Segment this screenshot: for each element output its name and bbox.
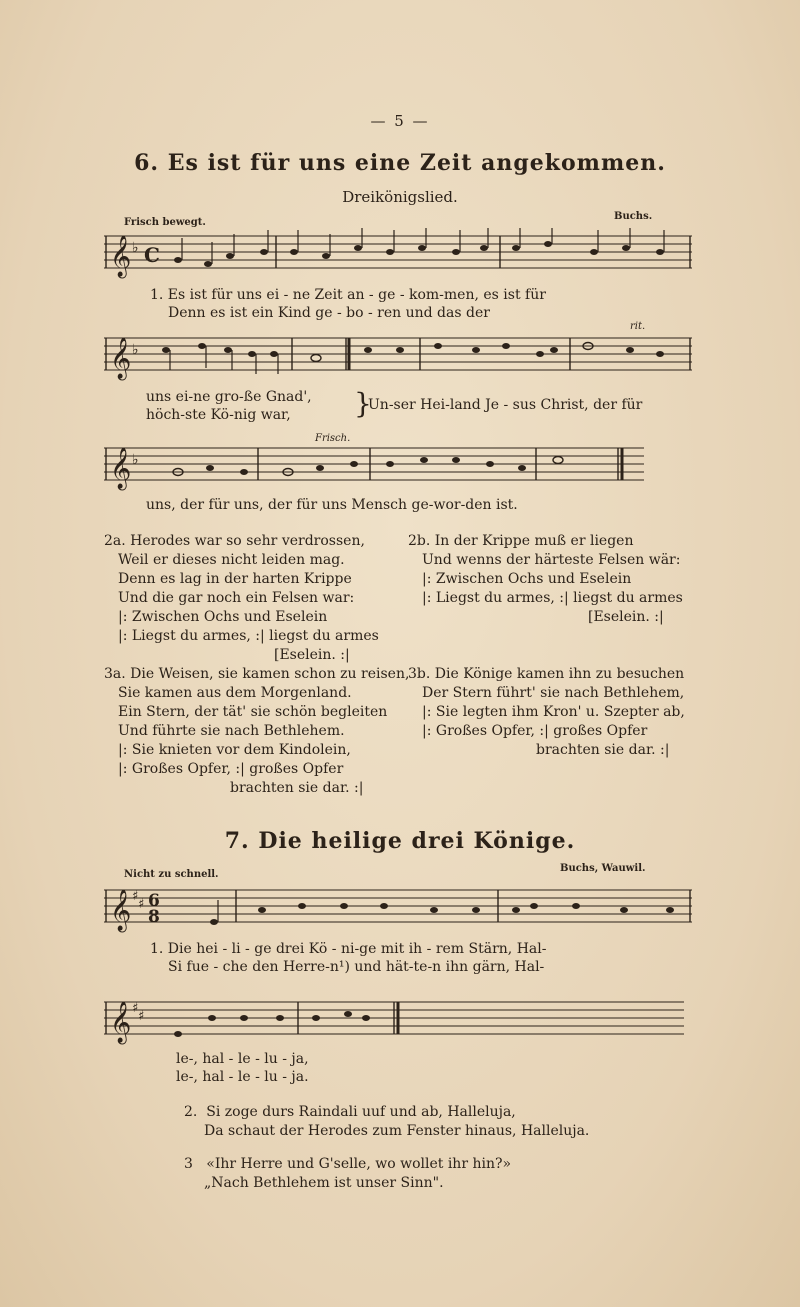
song6-source: Buchs. (614, 211, 653, 222)
song6-lyrics-line1b: Denn es ist ein Kind ge - bo - ren und das der (168, 305, 490, 321)
treble-clef-icon: 𝄞 (110, 890, 132, 931)
svg-text:♭: ♭ (132, 452, 139, 468)
song6-lyrics-line2a: uns ei-ne gro-ße Gnad', (146, 389, 312, 405)
svg-text:♭: ♭ (132, 342, 139, 358)
song7-verse-3: 3 «Ihr Herre und G'selle, wo wollet ihr hin?» „Nach Bethlehem ist unser Sinn". (184, 1156, 512, 1191)
song6-marking-rit: rit. (630, 321, 646, 332)
song6-title: 6. Es ist für uns eine Zeit angekommen. (134, 150, 666, 176)
song7-staff-2 (104, 994, 684, 1050)
svg-text:♯: ♯ (138, 1009, 145, 1024)
song6-lyrics-line2c: Un-ser Hei-land Je - sus Christ, der für (368, 397, 643, 413)
page-number: — 5 — (370, 112, 430, 130)
song6-marking-frisch: Frisch. (315, 433, 351, 444)
song6-subtitle: Dreikönigslied. (342, 188, 458, 206)
song6-verse-3a: 3a. Die Weisen, sie kamen schon zu reisen, Sie kamen aus dem Morgenland. Ein Stern, der tät' sie schön begleiten Und führte sie nach Bethlehem. |: Sie knieten vor dem Kindolein, |: Großes Opfer, :| großes Opfer brachten sie dar. :| (104, 666, 410, 796)
song6-lyrics-line3: uns, der für uns, der für uns Mensch ge-wor-den ist. (146, 497, 518, 513)
song6-staff-2 (104, 330, 692, 386)
song6-tempo: Frisch bewegt. (124, 217, 206, 228)
song6-staff-3 (104, 440, 644, 496)
svg-text:♯: ♯ (132, 1001, 139, 1016)
song7-lyrics-line1a: 1. Die hei - li - ge drei Kö - ni-ge mit ih - rem Stärn, Hal- (150, 941, 547, 957)
song6-verse-2b: 2b. In der Krippe muß er liegen Und wenns der härteste Felsen wär: |: Zwischen Ochs und Eselein |: Liegst du armes, :| liegst du armes [Eselein. :| (408, 533, 683, 625)
song6-staff-1 (104, 228, 692, 288)
brace: } (354, 387, 372, 420)
svg-text:♯: ♯ (138, 897, 145, 912)
treble-clef-icon: 𝄞 (110, 1002, 132, 1043)
treble-clef-icon: 𝄞 (110, 448, 132, 489)
song7-verse-2: 2. Si zoge durs Raindali uuf und ab, Halleluja, Da schaut der Herodes zum Fenster hinaus, Halleluja. (184, 1104, 590, 1139)
staff1-notes (174, 228, 664, 267)
song6-verse-3b: 3b. Die Könige kamen ihn zu besuchen Der Stern führt' sie nach Bethlehem, |: Sie legten ihm Kron' u. Szepter ab, |: Großes Opfer, :| großes Opfer brachten sie dar. :| (408, 666, 685, 758)
song7-staff-1 (104, 882, 692, 942)
song6-lyrics-line2b: höch-ste Kö-nig war, (146, 407, 291, 423)
treble-clef-icon: 𝄞 (110, 236, 132, 277)
song7-lyrics-line1b: Si fue - che den Herre-n¹) und hät-te-n ihn gärn, Hal- (168, 959, 545, 975)
song6-lyrics-line1a: 1. Es ist für uns ei - ne Zeit an - ge - kom-men, es ist für (150, 287, 546, 303)
treble-clef-icon: 𝄞 (110, 338, 132, 379)
svg-text:♭: ♭ (132, 240, 139, 256)
song7-source: Buchs, Wauwil. (560, 863, 646, 874)
svg-text:C: C (144, 243, 160, 267)
song7-lyrics-line2a: le-, hal - le - lu - ja, (176, 1051, 309, 1067)
song6-verse-2a: 2a. Herodes war so sehr verdrossen, Weil er dieses nicht leiden mag. Denn es lag in der harten Krippe Und die gar noch ein Felsen war: |: Zwischen Ochs und Eselein |: Liegst du armes, :| liegst du armes [Eselein. :| (104, 533, 379, 663)
song7-lyrics-line2b: le-, hal - le - lu - ja. (176, 1069, 309, 1085)
song7-title: 7. Die heilige drei Könige. (224, 828, 576, 854)
svg-text:8: 8 (148, 907, 160, 927)
song7-tempo: Nicht zu schnell. (124, 869, 219, 880)
svg-text:♯: ♯ (132, 889, 139, 904)
svg-text:6: 6 (148, 891, 160, 911)
